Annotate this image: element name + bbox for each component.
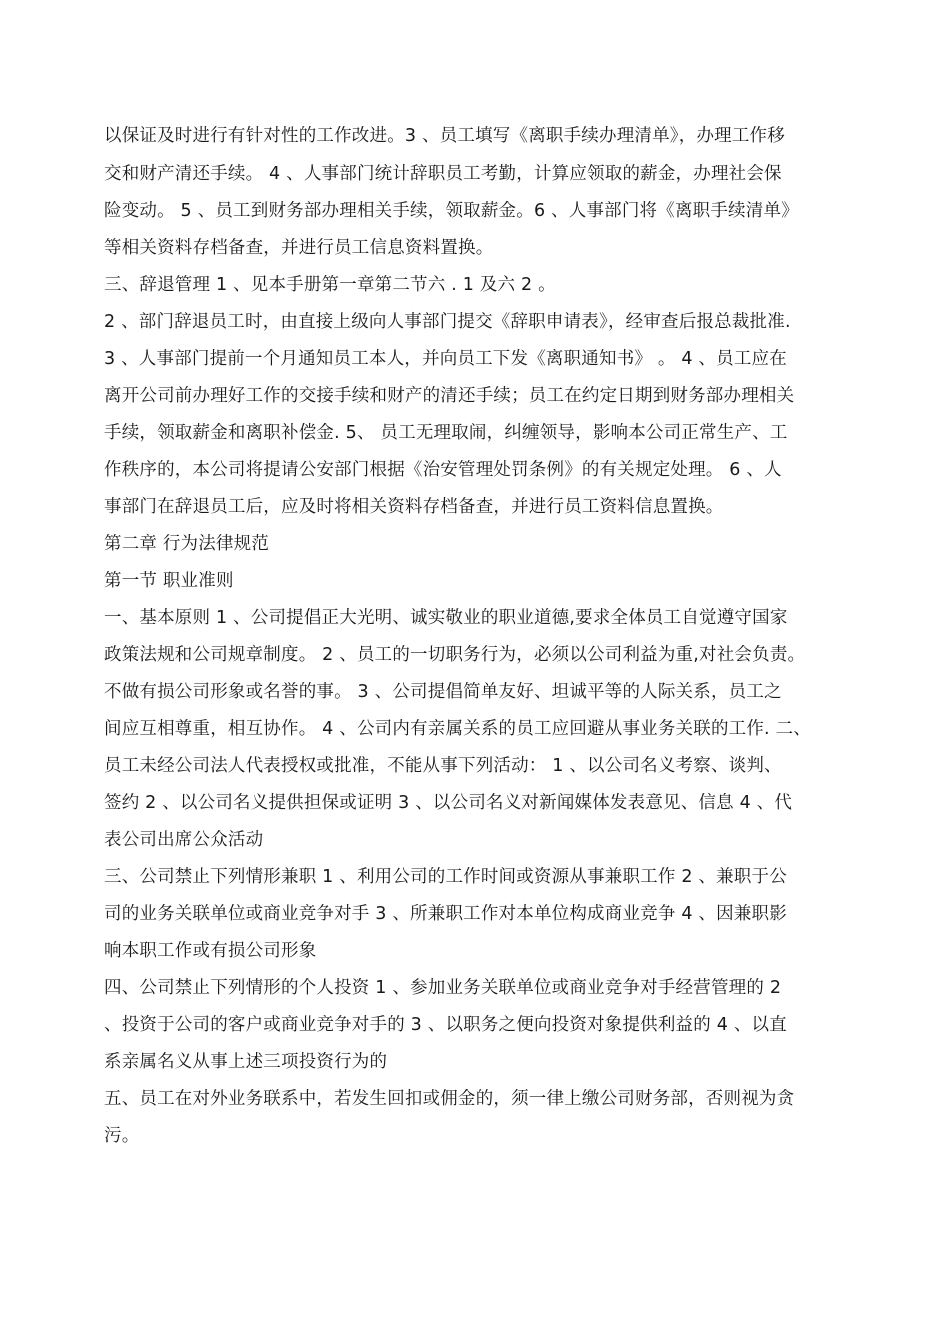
text-line: 四、公司禁止下列情形的个人投资 1 、参加业务关联单位或商业竞争对手经营管理的 2 [104,978,782,998]
text-line: 以保证及时进行有针对性的工作改进。3 、员工填写《离职手续办理清单》，办理工作移 [104,126,785,146]
text-line: 险变动。 5 、员工到财务部办理相关手续，领取薪金。6 、人事部门将《离职手续清单》 [104,201,799,221]
text-line: 等相关资料存档备查，并进行员工信息资料置换。 [104,238,494,258]
text-line: 、投资于公司的客户或商业竞争对手的 3 、以职务之便向投资对象提供利益的 4 、以直 [104,1015,787,1035]
text-line: 污。 [104,1126,140,1146]
text-line: 系亲属名义从事上述三项投资行为的 [104,1052,388,1072]
text-line: 交和财产清还手续。 4 、人事部门统计辞职员工考勤，计算应领取的薪金，办理社会保 [104,164,782,184]
text-line: 签约 2 、以公司名义提供担保或证明 3 、以公司名义对新闻媒体发表意见、信息 4 、代 [104,793,793,813]
text-line: 不做有损公司形象或名誉的事。 3 、公司提倡简单友好、坦诚平等的人际关系，员工之 [104,682,782,702]
text-line: 离开公司前办理好工作的交接手续和财产的清还手续；员工在约定日期到财务部办理相关 [104,386,795,406]
text-line: 2 、部门辞退员工时，由直接上级向人事部门提交《辞职申请表》，经审查后报总裁批准. [104,312,791,332]
text-line: 3 、人事部门提前一个月通知员工本人，并向员工下发《离职通知书》 。 4 、员工应在 [104,349,787,369]
text-line: 事部门在辞退员工后，应及时将相关资料存档备查，并进行员工资料信息置换。 [104,497,724,517]
section-heading: 第一节 职业准则 [104,571,234,591]
text-line: 响本职工作或有损公司形象 [104,941,317,961]
section-heading-dismissal: 三、辞退管理 1 、见本手册第一章第二节六 . 1 及六 2 。 [104,275,556,295]
text-line: 手续，领取薪金和离职补偿金. 5、 员工无理取闹，纠缠领导，影响本公司正常生产、工 [104,423,788,443]
text-line: 员工未经公司法人代表授权或批准，不能从事下列活动： 1 、以公司名义考察、谈判、 [104,756,782,776]
text-line: 作秩序的，本公司将提请公安部门根据《治安管理处罚条例》的有关规定处理。 6 、人 [104,460,782,480]
chapter-heading: 第二章 行为法律规范 [104,534,270,554]
text-line: 政策法规和公司规章制度。 2 、员工的一切职务行为，必须以公司利益为重,对社会负责。 [104,645,806,665]
text-line: 五、员工在对外业务联系中，若发生回扣或佣金的，须一律上缴公司财务部，否则视为贪 [104,1089,795,1109]
text-line: 表公司出席公众活动 [104,830,264,850]
text-line: 间应互相尊重，相互协作。 4 、公司内有亲属关系的员工应回避从事业务关联的工作. 二、 [104,719,811,739]
text-line: 司的业务关联单位或商业竞争对手 3 、所兼职工作对本单位构成商业竞争 4 、因兼职影 [104,904,787,924]
text-line: 一、基本原则 1 、公司提倡正大光明、诚实敬业的职业道德,要求全体员工自觉遵守国家 [104,608,788,628]
text-line: 三、公司禁止下列情形兼职 1 、利用公司的工作时间或资源从事兼职工作 2 、兼职于公 [104,867,787,887]
